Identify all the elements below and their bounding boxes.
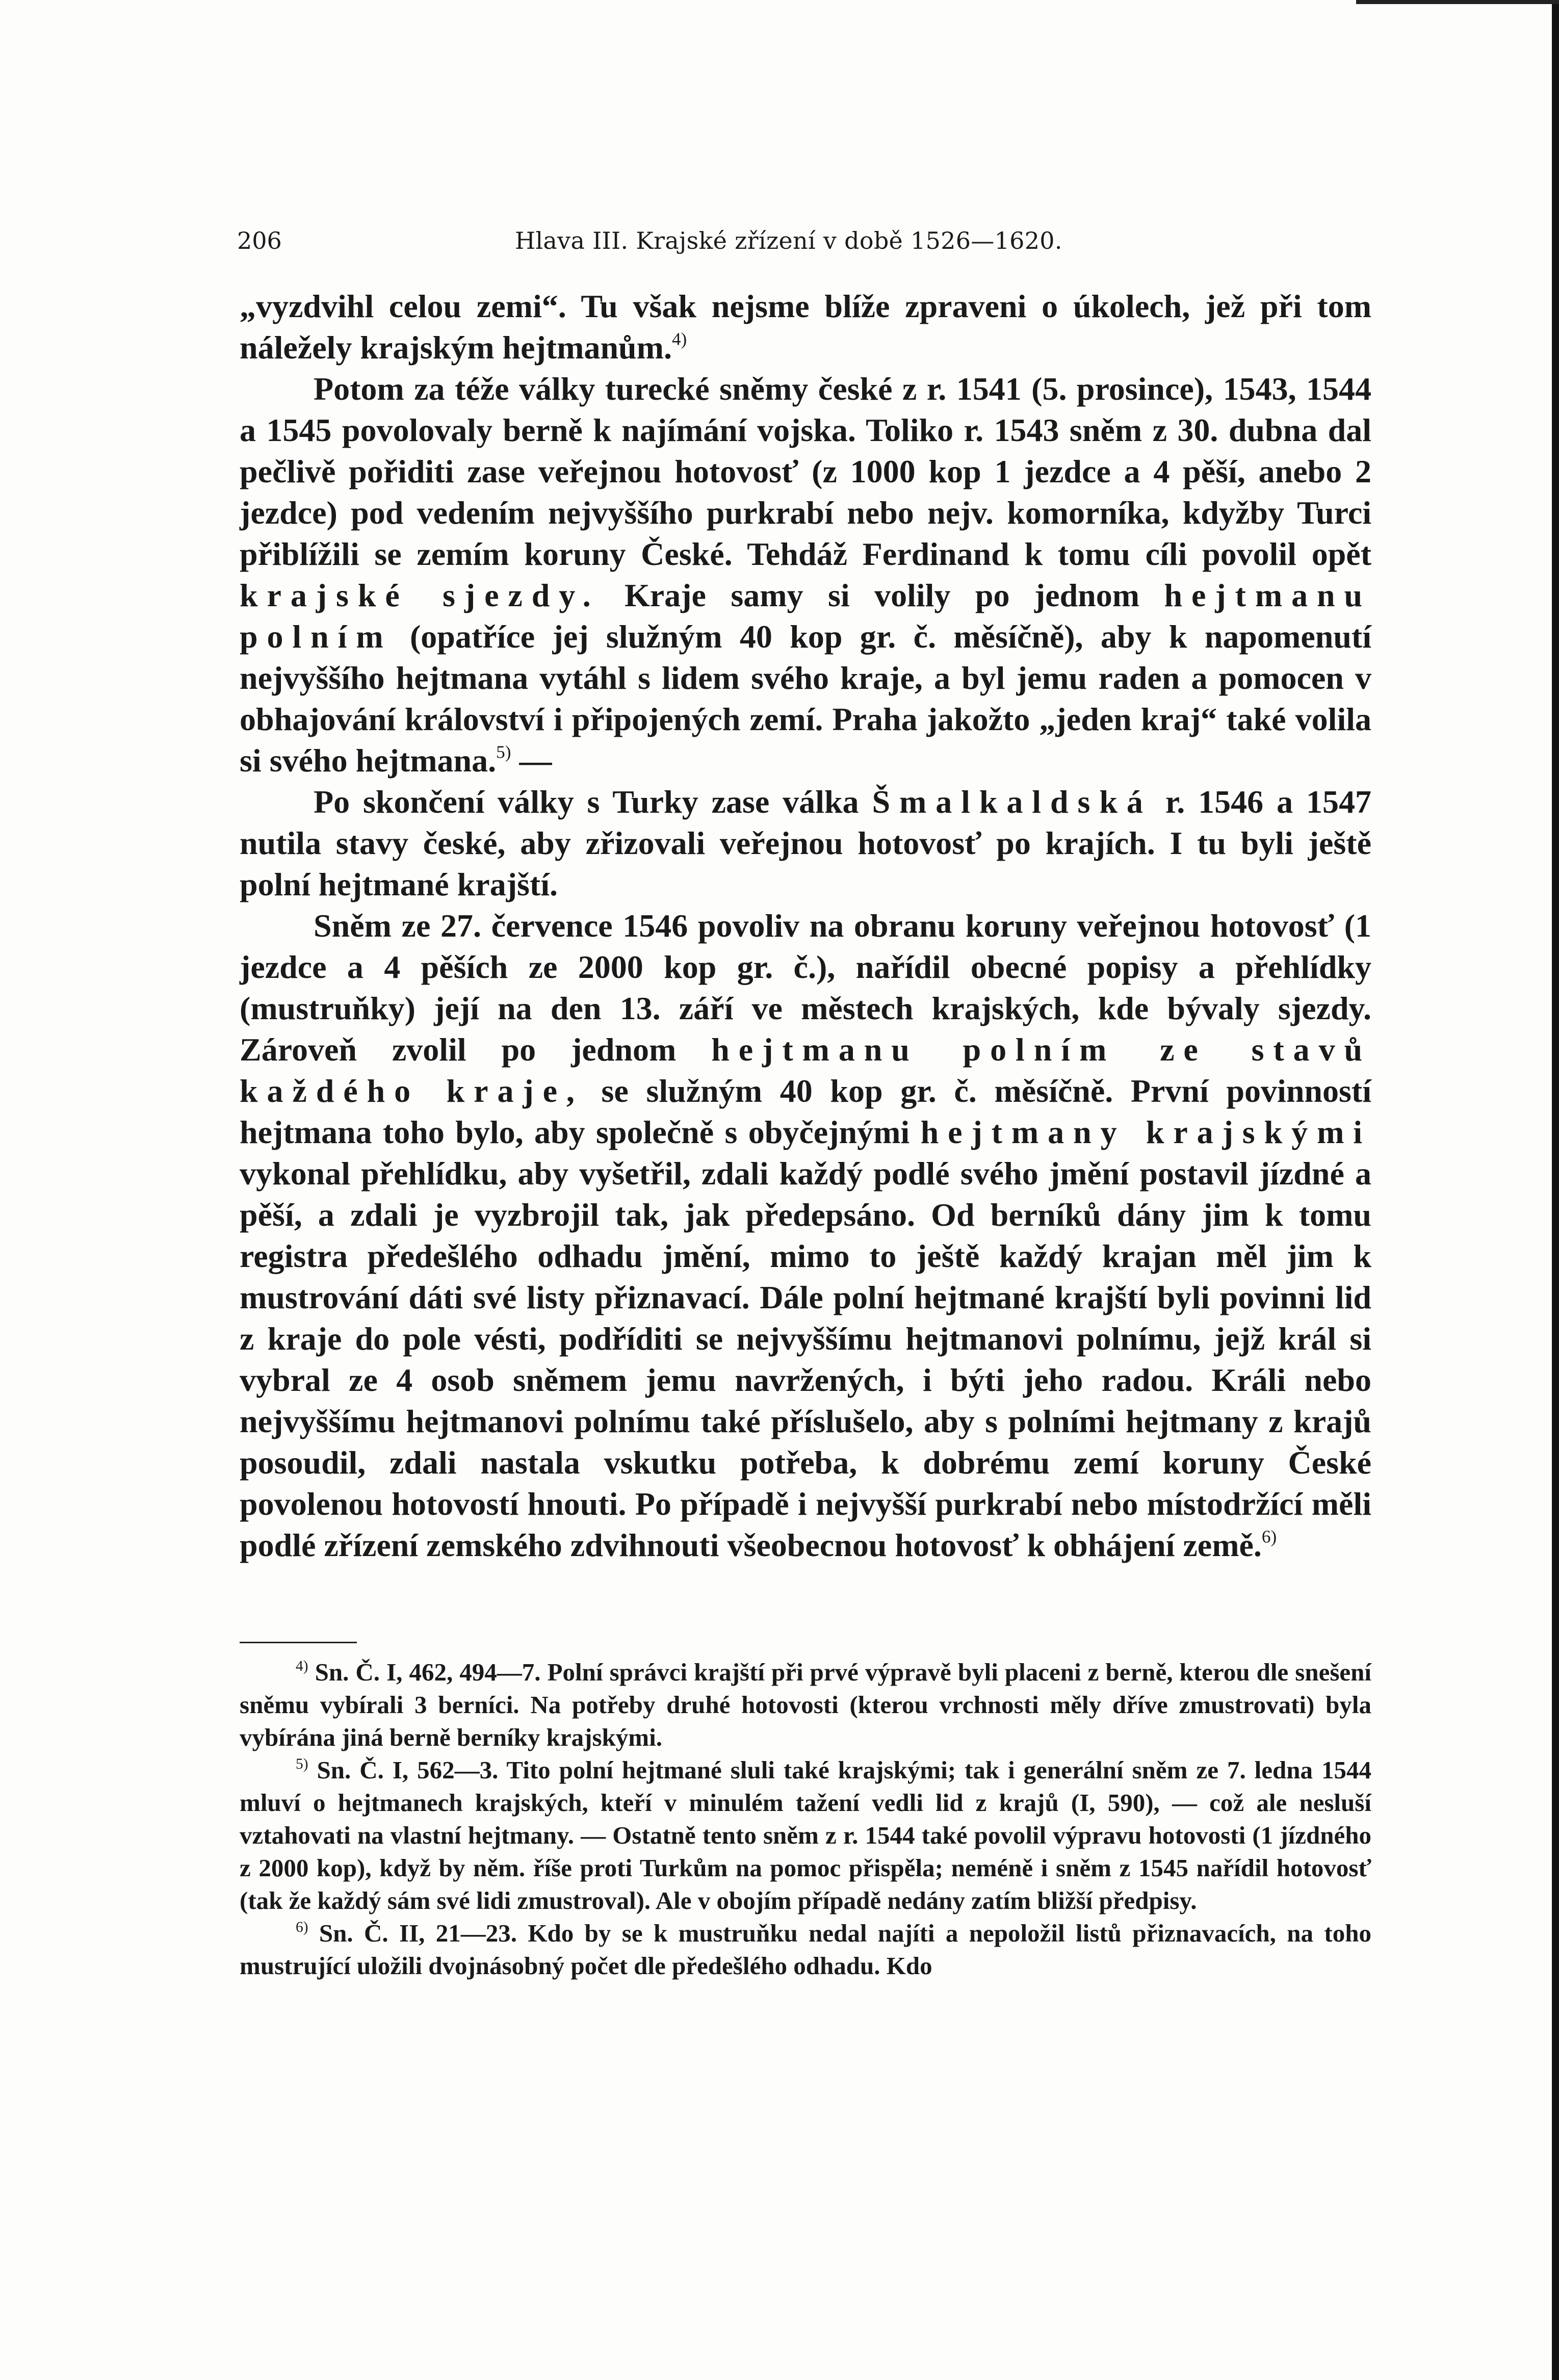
spaced-emphasis: hejtmanu polním <box>240 577 1372 655</box>
footnote-6 <box>240 1917 1371 1982</box>
paragraph-text: Potom za téže války turecké sněmy české z r. 1541 (5. prosince), 1543, 1544 a 1545 povolovaly berně k najímání vojska. Toliko r. 1543 sněm z 30. dubna dal pečlivě pořiditi zase veřejnou hotovosť (z 1000 kop 1 jezdce a 4 pěší, anebo 2 jezdce) pod vedením nejvyššího purkrabí nebo nejv. komorníka, kdyžby Turci přiblížili se zemím koruny České. Tehdáž Ferdinand k tomu cíli povolil opět <box>240 371 1371 572</box>
paragraph-text: „vyzdvihl celou zemi“. Tu však nejsme blíže zpraveni o úkolech, jež při tom náležely krajským hejtmanům. <box>240 288 1371 366</box>
paragraph-1 <box>240 286 1371 368</box>
footnote-ref-4: 4) <box>671 329 687 349</box>
footnote-5 <box>240 1754 1371 1917</box>
footnote-text: Sn. Č. I, 562—3. Tito polní hejtmané sluli také krajskými; tak i generální sněm ze 7. ledna 1544 mluví o hejtmanech krajských, kteří v minulém tažení vedli lid z krajů (I, 590), — což ale nesluší vztahovati na vlastní hejtmany. — Ostatně tento sněm z r. 1544 také povolil výpravu hotovosti (1 jízdného z 2000 kop), když by něm. říše proti Turkům na pomoc přispěla; neméně i sněm z 1545 nařídil hotovosť (tak že každý sám své lidi zmustroval). Ale v obojím případě nedány zatím bližší předpisy. <box>240 1756 1372 1915</box>
page-edge-shadow <box>1552 0 1559 2380</box>
spaced-emphasis: hejtmanu polním ze stavů každého kraje, <box>240 1031 1371 1109</box>
footnote-ref-5: 5) <box>496 742 511 762</box>
paragraph-text: Sněm ze 27. července 1546 povoliv na obranu koruny veřejnou hotovosť (1 jezdce a 4 pěších ze 2000 kop gr. č.), nařídil obecné popisy a přehlídky (mustruňky) její na den 13. září ve městech krajských, kde bývaly sjezdy. Zároveň zvolil po jednom <box>240 908 1371 1068</box>
footnote-4 <box>240 1656 1371 1754</box>
paragraph-text: r. 1546 a 1547 nutila stavy české, aby zřizovali veřejnou hotovosť po krajích. I tu byli ještě polní hejtmané krajští. <box>240 784 1372 902</box>
footnote-divider <box>240 1642 357 1643</box>
footnote-mark: 4) <box>296 1658 308 1674</box>
spaced-emphasis: hejtmany krajskými <box>920 1114 1372 1150</box>
spaced-emphasis: Šmalkaldská <box>872 784 1152 820</box>
scan-edge-mark <box>1356 0 1559 4</box>
paragraph-text: Po skončení války s Turky zase válka <box>314 784 859 820</box>
paragraph-text: vykonal přehlídku, aby vyšetřil, zdali každý podlé svého jmění postavil jízdné a pěší, a zdali je vyzbrojil tak, jak předepsáno. Od berníků dány jim k tomu registra předešlého odhadu jmění, mimo to ještě každý krajan měl jim k mustrování dáti své listy přiznavací. Dále polní hejtmané krajští byli povinni lid z kraje do pole vésti, podříditi se nejvyššímu hejtmanovi polnímu, jejž král si vybral ze 4 osob sněmem jemu navržených, i býti jeho radou. Králi nebo nejvyššímu hejtmanovi polnímu také příslušelo, aby s polními hejtmany z krajů posoudil, zdali nastala vskutku potřeba, k dobrému zemí koruny České povolenou hotovostí hnouti. Po případě i nejvyšší purkrabí nebo místodržící měli podlé zřízení zemského zdvihnouti všeobecnou hotovosť k obhájení země. <box>240 1155 1371 1563</box>
paragraph-text: se služným 40 kop gr. č. měsíčně. První povinností hejtmana toho bylo, aby společně s obyčejnými <box>240 1073 1372 1150</box>
running-header <box>237 223 1389 258</box>
page-number: 206 <box>237 227 282 254</box>
paragraph-2 <box>240 368 1371 781</box>
running-title: Hlava III. Krajské zřízení v době 1526—1620. <box>515 227 1062 254</box>
footnote-ref-6: 6) <box>1261 1527 1277 1547</box>
spaced-emphasis: krajské sjezdy. <box>240 577 600 613</box>
footnote-mark: 5) <box>296 1755 308 1772</box>
footnote-mark: 6) <box>296 1919 308 1935</box>
footnote-text: Sn. Č. I, 462, 494—7. Polní správci krajští při prvé výpravě byli placeni z berně, kterou dle snešení sněmu vybírali 3 berníci. Na potřeby druhé hotovosti (kterou vrchnosti měly dříve zmustrovati) byla vybírána jiná berně berníky krajskými. <box>240 1658 1372 1751</box>
footnotes <box>240 1656 1371 1982</box>
body-text <box>240 286 1371 1566</box>
footnote-text: Sn. Č. II, 21—23. Kdo by se k mustruňku nedal najíti a nepoložil listů přiznavacích, na toho mustrující uložili dvojnásobný počet dle předešlého odhadu. Kdo <box>240 1919 1371 1980</box>
paragraph-text: (opatříce jej služným 40 kop gr. č. měsíčně), aby k napomenutí nejvyššího hejtmana vytáhl s lidem svého kraje, a byl jemu raden a pomocen v obhajování království i připojených zemí. Praha jakožto „jeden kraj“ také volila si svého hejtmana. <box>240 618 1372 779</box>
paragraph-3 <box>240 781 1371 905</box>
paragraph-text: — <box>511 742 552 779</box>
paragraph-text: Kraje samy si volily po jednom <box>624 577 1140 613</box>
paragraph-4 <box>240 905 1371 1566</box>
